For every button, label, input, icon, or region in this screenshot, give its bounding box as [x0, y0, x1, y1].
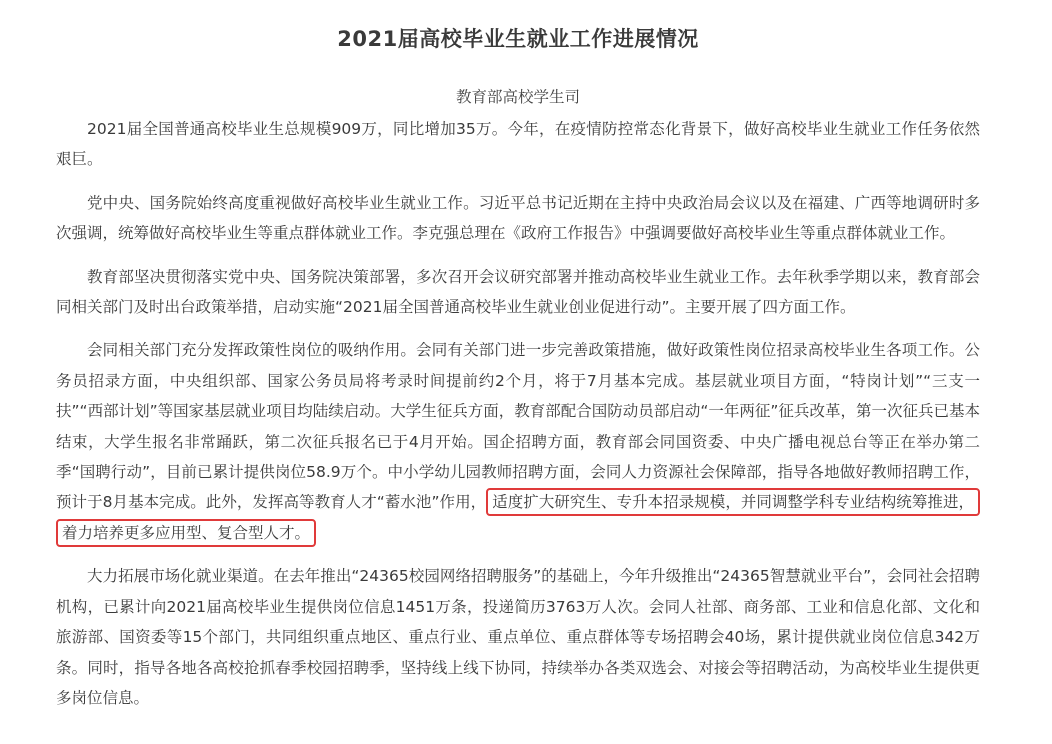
highlighted-text: 适度扩大研究生、专升本招录规模，并同调整学科专业结构统筹推进，着力培养更多应用型、复合型人才。	[56, 488, 980, 546]
article-source: 教育部高校学生司	[455, 88, 580, 106]
paragraph-4	[56, 335, 980, 548]
paragraph-1: 2021届全国普通高校毕业生总规模909万，同比增加35万。今年，在疫情防控常态化背景下，做好高校毕业生就业工作任务依然艰巨。	[56, 120, 980, 169]
paragraph-2: 党中央、国务院始终高度重视做好高校毕业生就业工作。习近平总书记近期在主持中央政治局会议以及在福建、广西等地调研时多次强调，统筹做好高校毕业生等重点群体就业工作。李克强总理在《政府工作报告》中强调要做好高校毕业生等重点群体就业工作。	[56, 193, 980, 243]
article	[56, 0, 980, 713]
paragraph-4-text: 会同相关部门充分发挥政策性岗位的吸纳作用。会同有关部门进一步完善政策措施，做好政策性岗位招录高校毕业生各项工作。公务员招录方面，中央组织部、国家公务员局将考录时间提前约2个月，将于7月基本完成。基层就业项目方面，“特岗计划”“三支一扶”“西部计划”等国家基层就业项目均陆续启动。大学生征兵方面，教育部配合国防动员部启动“一年两征”征兵改革，第一次征兵已基本结束，大学生报名非常踊跃，第二次征兵报名已于4月开始。国企招聘方面，教育部会同国资委、中央广播电视总台等正在举办第二季“国聘行动”，目前已累计提供岗位58.9万个。中小学幼儿园教师招聘方面，会同人力资源社会保障部，指导各地做好教师招聘工作，预计于8月基本完成。此外，发挥高等教育人才“蓄水池”作用，	[56, 341, 980, 512]
article-title: 2021届高校毕业生就业工作进展情况	[337, 27, 699, 51]
paragraph-5: 大力拓展市场化就业渠道。在去年推出“24365校园网络招聘服务”的基础上，今年升级推出“24365智慧就业平台”，会同社会招聘机构，已累计向2021届高校毕业生提供岗位信息1451万条，投递简历3763万人次。会同人社部、商务部、工业和信息化部、文化和旅游部、国资委等15个部门，共同组织重点地区、重点行业、重点单位、重点群体等专场招聘会40场，累计提供就业岗位信息342万条。同时，指导各地各高校抢抓春季校园招聘季，坚持线上线下协同，持续举办各类双选会、对接会等招聘活动，为高校毕业生提供更多岗位信息。	[56, 567, 980, 707]
paragraph-3: 教育部坚决贯彻落实党中央、国务院决策部署，多次召开会议研究部署并推动高校毕业生就业工作。去年秋季学期以来，教育部会同相关部门及时出台政策举措，启动实施“2021届全国普通高校毕业生就业创业促进行动”。主要开展了四方面工作。	[56, 267, 980, 317]
